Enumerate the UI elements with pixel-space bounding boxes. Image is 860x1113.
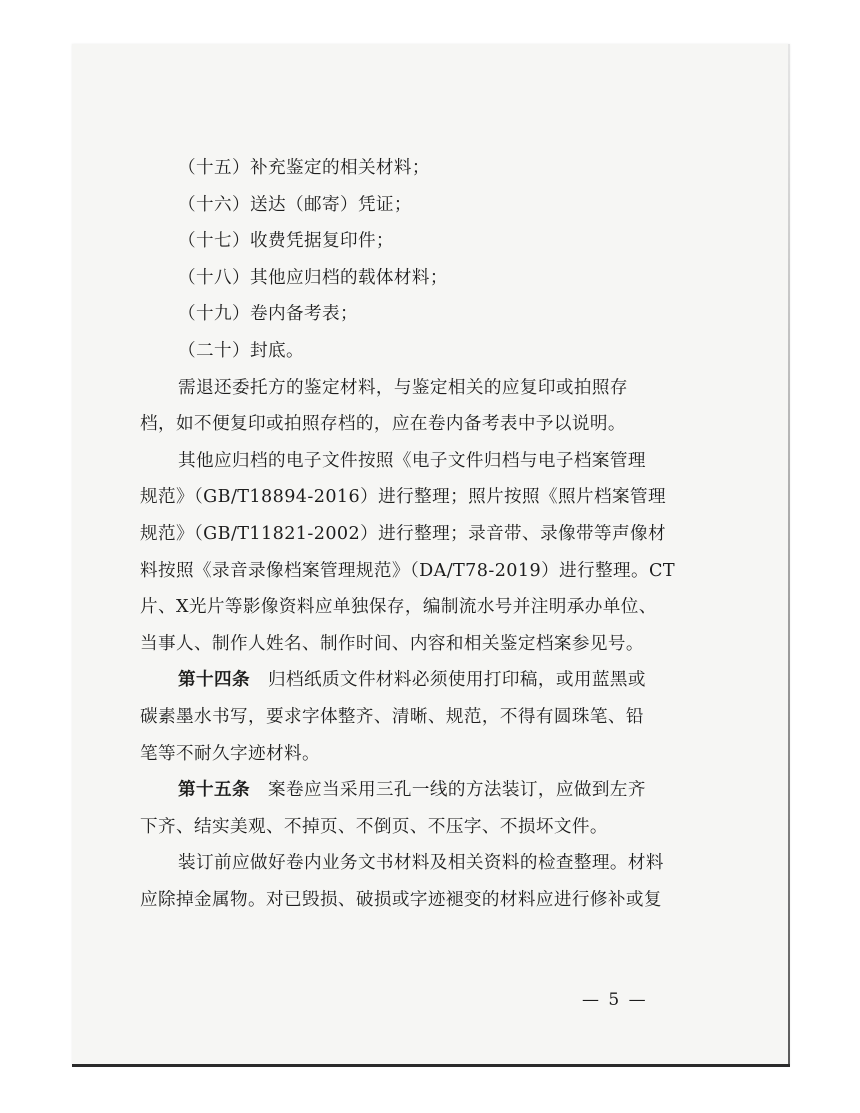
document-body xyxy=(140,150,700,918)
article-15-text: 案卷应当采用三孔一线的方法装订，应做到左齐 xyxy=(267,780,646,801)
paragraph-line: 片、X光片等影像资料应单独保存，编制流水号并注明承办单位、 xyxy=(140,597,657,618)
list-item: （二十）封底。 xyxy=(178,340,304,361)
paragraph-line: 笔等不耐久字迹材料。 xyxy=(140,743,320,764)
paragraph-line: 规范》（GB/T11821-2002）进行整理；录音带、录像带等声像材 xyxy=(140,523,667,544)
paragraph-line: 料按照《录音录像档案管理规范》（DA/T78-2019）进行整理。CT xyxy=(140,560,676,581)
article-15-first-line xyxy=(140,772,700,809)
paragraph-line: 碳素墨水书写，要求字体整齐、清晰、规范，不得有圆珠笔、铅 xyxy=(140,706,644,727)
paragraph-line: 需退还委托方的鉴定材料，与鉴定相关的应复印或拍照存 xyxy=(178,377,628,398)
paragraph-line: 应除掉金属物。对已毁损、破损或字迹褪变的材料应进行修补或复 xyxy=(140,889,662,910)
list-item: （十八）其他应归档的载体材料； xyxy=(178,267,448,288)
paragraph-line: 规范》（GB/T18894-2016）进行整理；照片按照《照片档案管理 xyxy=(140,487,667,508)
paragraph-line: 装订前应做好卷内业务文书材料及相关资料的检查整理。材料 xyxy=(178,853,664,874)
list-item: （十五）补充鉴定的相关材料； xyxy=(178,158,430,178)
paragraph-line: 下齐、结实美观、不掉页、不倒页、不压字、不损坏文件。 xyxy=(140,816,608,837)
paragraph-line: 当事人、制作人姓名、制作时间、内容和相关鉴定档案参见号。 xyxy=(140,633,644,654)
page-number: — 5 — xyxy=(582,990,648,1010)
paragraph-line: 其他应归档的电子文件按照《电子文件归档与电子档案管理 xyxy=(178,450,646,471)
article-14-heading: 第十四条 xyxy=(178,670,250,691)
article-14-first-line xyxy=(140,662,700,699)
page-edge-shadow xyxy=(788,44,790,1066)
list-item: （十六）送达（邮寄）凭证； xyxy=(178,194,412,215)
paragraph-line: 档，如不便复印或拍照存档的，应在卷内备考表中予以说明。 xyxy=(140,414,626,435)
list-item: （十七）收费凭据复印件； xyxy=(178,231,394,252)
article-15-heading: 第十五条 xyxy=(178,780,250,801)
page-bottom-edge xyxy=(72,1064,790,1067)
list-item: （十九）卷内备考表； xyxy=(178,304,358,325)
article-14-text: 归档纸质文件材料必须使用打印稿，或用蓝黑或 xyxy=(267,670,646,691)
